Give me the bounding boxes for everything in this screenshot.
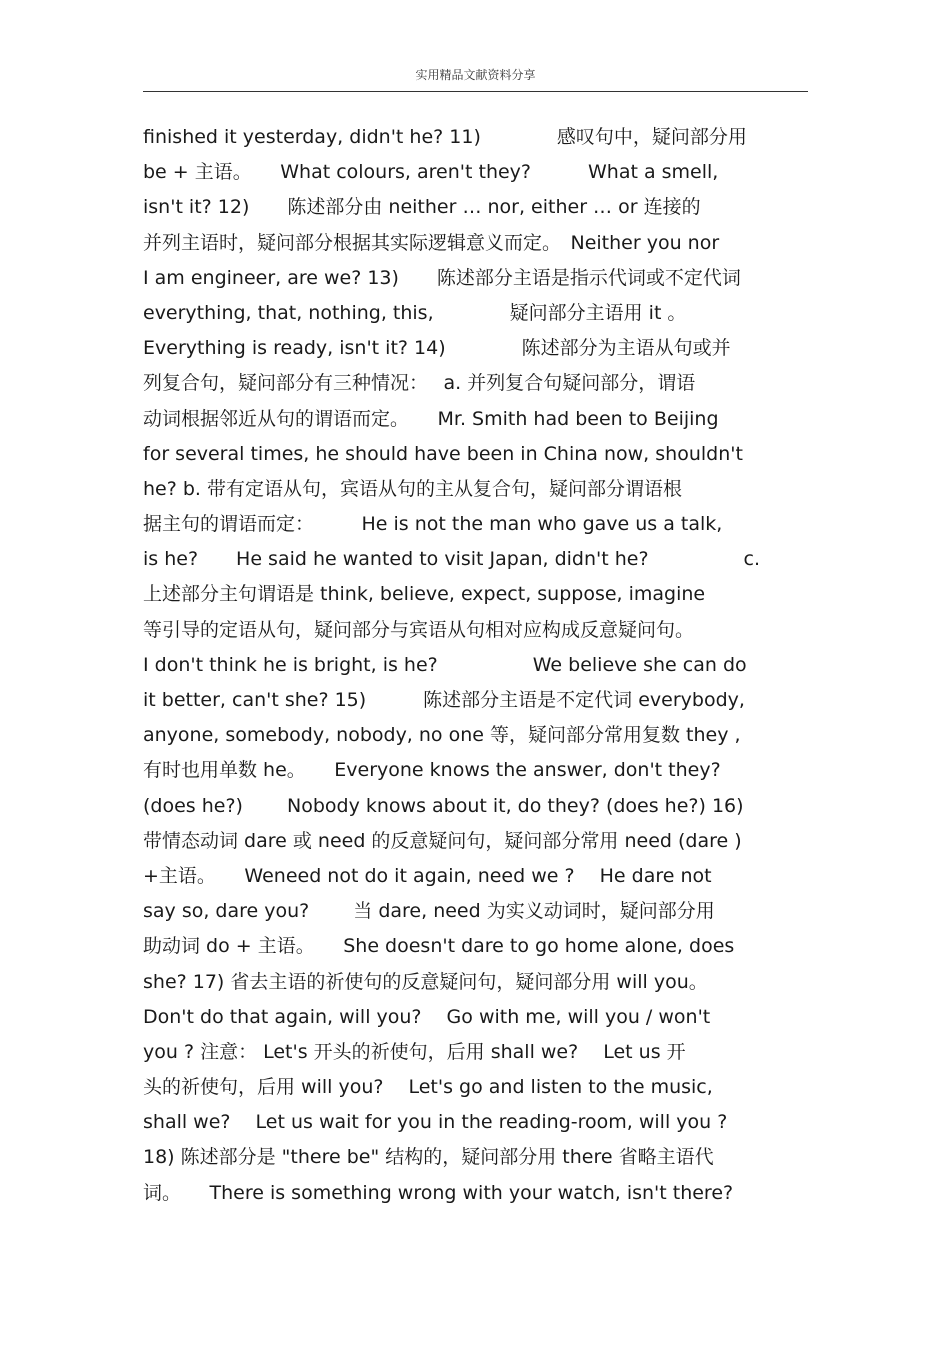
text-line: I am engineer, are we? 13) 陈述部分主语是指示代词或不定代词 — [143, 266, 741, 289]
text-line: 等引导的定语从句，疑问部分与宾语从句相对应构成反意疑问句。 — [143, 618, 695, 641]
text-line: is he? He said he wanted to visit Japan, didn't he? c. — [143, 548, 761, 571]
document-body — [143, 120, 823, 1211]
text-line: 助动词 do + 主语。 She doesn't dare to go home alone, does — [143, 935, 735, 958]
text-line: it better, can't she? 15) 陈述部分主语是不定代词 everybody, — [143, 689, 745, 711]
text-line: 带情态动词 dare 或 need 的反意疑问句，疑问部分常用 need (dare ) — [143, 829, 742, 852]
text-line: Everything is ready, isn't it? 14) 陈述部分为主语从句或并 — [143, 337, 731, 360]
text-line: 词。 There is something wrong with your watch, isn't there? — [143, 1181, 734, 1204]
text-line: you ? 注意： Let's 开头的祈使句，后用 shall we? Let us 开 — [143, 1040, 686, 1063]
header-title: 实用精品文献资料分享 — [415, 68, 536, 82]
text-line: (does he?) Nobody knows about it, do they? (does he?) 16) — [143, 794, 744, 817]
text-line: be + 主语。 What colours, aren't they? What a smell, — [143, 161, 719, 184]
text-line: he? b. 带有定语从句，宾语从句的主从复合句，疑问部分谓语根 — [143, 477, 682, 500]
text-line: +主语。 Weneed not do it again, need we ? He dare not — [143, 864, 712, 887]
text-line: shall we? Let us wait for you in the reading-room, will you ? — [143, 1111, 728, 1134]
page-header — [143, 64, 808, 92]
text-line: Don't do that again, will you? Go with me, will you / won't — [143, 1005, 711, 1028]
text-line: finished it yesterday, didn't he? 11) 感叹句中，疑问部分用 — [143, 126, 747, 148]
text-line: 有时也用单数 he。 Everyone knows the answer, don't they? — [143, 759, 721, 782]
text-line: 动词根据邻近从句的谓语而定。 Mr. Smith had been to Beijing — [143, 407, 719, 430]
text-line: 18) 陈述部分是 "there be" 结构的，疑问部分用 there 省略主语代 — [143, 1146, 714, 1169]
text-line: 头的祈使句，后用 will you? Let's go and listen to the music, — [143, 1076, 713, 1099]
text-line: say so, dare you? 当 dare, need 为实义动词时，疑问部分用 — [143, 900, 715, 923]
text-line: 列复合句，疑问部分有三种情况： a. 并列复合句疑问部分，谓语 — [143, 372, 696, 395]
text-line: 并列主语时，疑问部分根据其实际逻辑意义而定。 Neither you nor — [143, 231, 720, 254]
text-line: anyone, somebody, nobody, no one 等，疑问部分常用复数 they , — [143, 724, 741, 747]
text-line: everything, that, nothing, this, 疑问部分主语用 it 。 — [143, 301, 687, 324]
text-line: for several times, he should have been in China now, shouldn't — [143, 442, 743, 465]
text-line: 据主句的谓语而定： He is not the man who gave us a talk, — [143, 513, 723, 536]
text-line: isn't it? 12) 陈述部分由 neither … nor, either … or 连接的 — [143, 196, 701, 219]
text-line: I don't think he is bright, is he? We believe she can do — [143, 653, 747, 676]
text-line: she? 17) 省去主语的祈使句的反意疑问句，疑问部分用 will you。 — [143, 970, 708, 993]
text-line: 上述部分主句谓语是 think, believe, expect, suppose, imagine — [143, 583, 706, 606]
